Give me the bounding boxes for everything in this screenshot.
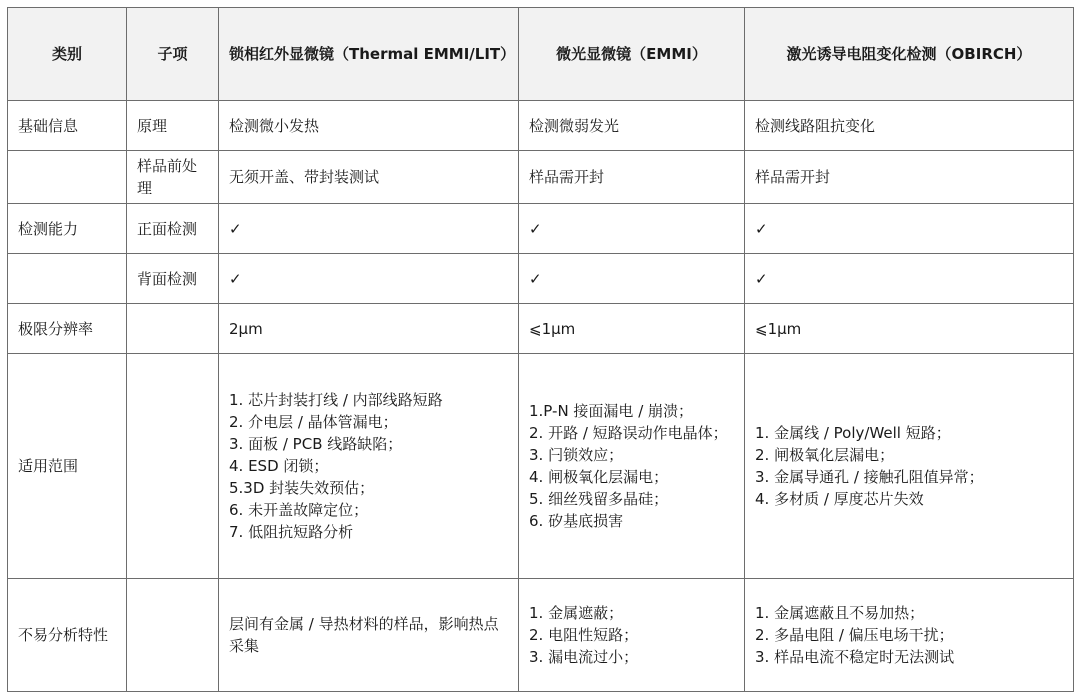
cell-subitem: 原理 <box>127 101 219 151</box>
header-category: 类别 <box>8 8 127 101</box>
checkmark-icon: ✓ <box>219 254 519 304</box>
cell-obirch: 样品需开封 <box>745 151 1074 204</box>
cell-obirch: 1. 金属遮蔽且不易加热； 2. 多晶电阻 / 偏压电场干扰； 3. 样品电流不稳定时无法测试 <box>745 578 1074 691</box>
checkmark-icon: ✓ <box>519 254 745 304</box>
cell-obirch: 检测线路阻抗变化 <box>745 101 1074 151</box>
cell-category: 检测能力 <box>8 204 127 254</box>
table-row <box>8 354 1074 578</box>
cell-emmi: 样品需开封 <box>519 151 745 204</box>
checkmark-icon: ✓ <box>519 204 745 254</box>
cell-category: 不易分析特性 <box>8 578 127 691</box>
cell-subitem <box>127 354 219 578</box>
table-row <box>8 578 1074 691</box>
cell-subitem <box>127 578 219 691</box>
checkmark-icon: ✓ <box>745 204 1074 254</box>
cell-category <box>8 151 127 204</box>
cell-subitem <box>127 304 219 354</box>
cell-emmi: ⩽1μm <box>519 304 745 354</box>
cell-category: 基础信息 <box>8 101 127 151</box>
header-emmi: 微光显微镜（EMMI） <box>519 8 745 101</box>
cell-category: 适用范围 <box>8 354 127 578</box>
cell-thermal: 无须开盖、带封装测试 <box>219 151 519 204</box>
checkmark-icon: ✓ <box>745 254 1074 304</box>
table-row <box>8 304 1074 354</box>
header-row <box>8 8 1074 101</box>
cell-thermal: 层间有金属 / 导热材料的样品，影响热点采集 <box>219 578 519 691</box>
cell-category: 极限分辨率 <box>8 304 127 354</box>
cell-emmi: 检测微弱发光 <box>519 101 745 151</box>
header-thermal-emmi: 锁相红外显微镜（Thermal EMMI/LIT） <box>219 8 519 101</box>
cell-thermal: 1. 芯片封装打线 / 内部线路短路 2. 介电层 / 晶体管漏电； 3. 面板 / PCB 线路缺陷； 4. ESD 闭锁； 5.3D 封装失效预估； 6. 未开盖故障定位； 7. 低阻抗短路分析 <box>219 354 519 578</box>
header-subitem: 子项 <box>127 8 219 101</box>
cell-subitem: 背面检测 <box>127 254 219 304</box>
cell-emmi: 1.P-N 接面漏电 / 崩溃； 2. 开路 / 短路误动作电晶体； 3. 闩锁效应； 4. 闸极氧化层漏电； 5. 细丝残留多晶硅； 6. 矽基底损害 <box>519 354 745 578</box>
table-row <box>8 151 1074 204</box>
cell-thermal: 2μm <box>219 304 519 354</box>
cell-subitem: 正面检测 <box>127 204 219 254</box>
cell-obirch: ⩽1μm <box>745 304 1074 354</box>
table-row <box>8 101 1074 151</box>
checkmark-icon: ✓ <box>219 204 519 254</box>
cell-thermal: 检测微小发热 <box>219 101 519 151</box>
header-obirch: 激光诱导电阻变化检测（OBIRCH） <box>745 8 1074 101</box>
cell-category <box>8 254 127 304</box>
cell-emmi: 1. 金属遮蔽； 2. 电阻性短路； 3. 漏电流过小； <box>519 578 745 691</box>
cell-subitem: 样品前处理 <box>127 151 219 204</box>
cell-obirch: 1. 金属线 / Poly/Well 短路； 2. 闸极氧化层漏电； 3. 金属导通孔 / 接触孔阻值异常； 4. 多材质 / 厚度芯片失效 <box>745 354 1074 578</box>
comparison-table <box>7 7 1074 692</box>
table-row <box>8 254 1074 304</box>
table-row <box>8 204 1074 254</box>
